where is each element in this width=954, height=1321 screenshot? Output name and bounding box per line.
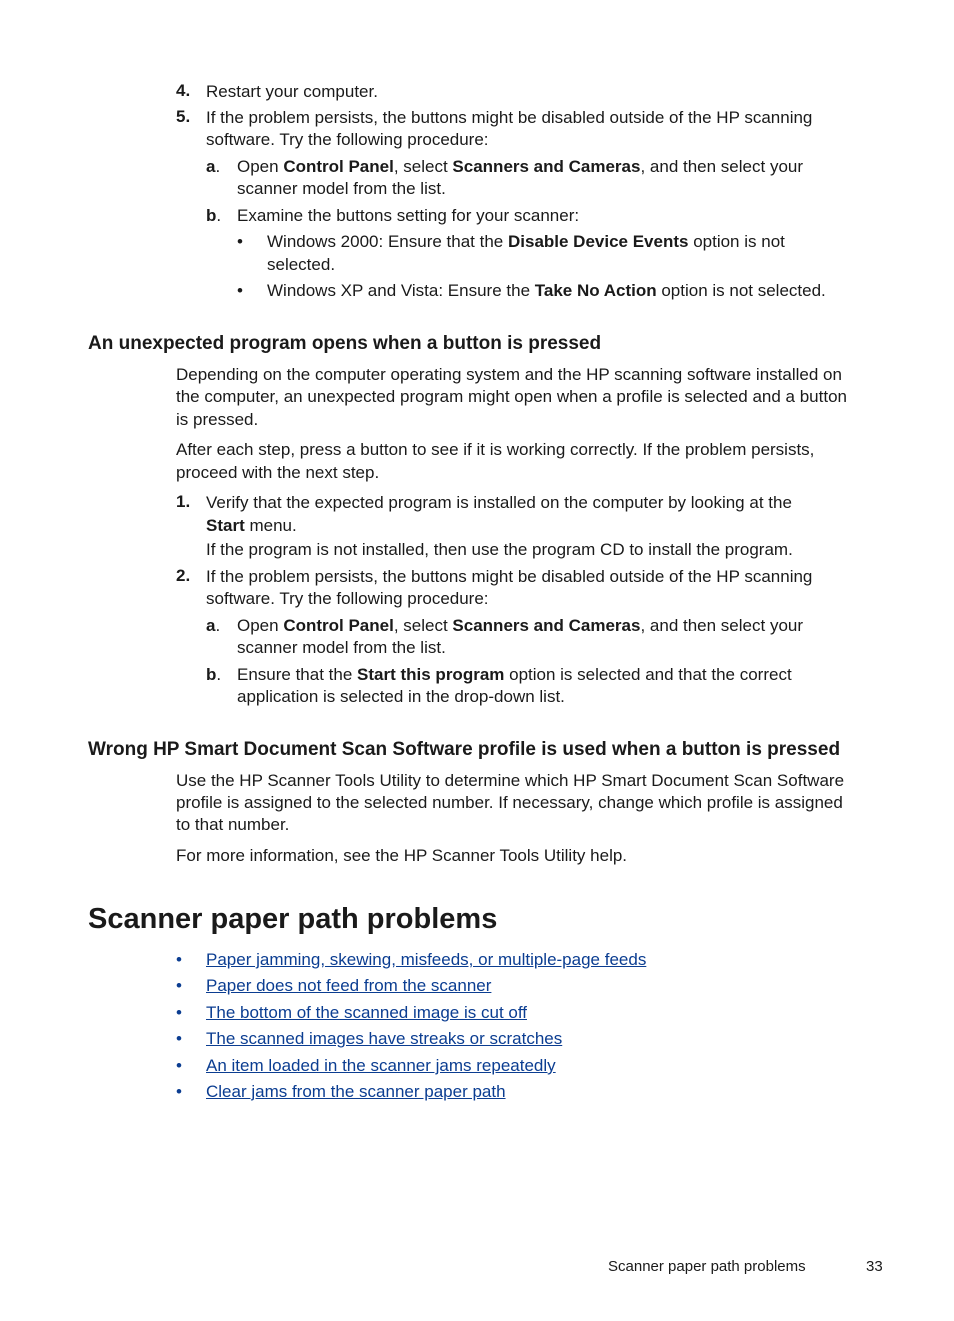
paragraph-line: Use the HP Scanner Tools Utility to determine which HP Smart Document Scan Software (176, 771, 845, 790)
bullet-text: Windows XP and Vista: Ensure the Take No Action option is not selected. (267, 281, 826, 300)
substep-text: application is selected in the drop-down list. (237, 687, 565, 706)
substep-text: Open Control Panel, select Scanners and Cameras, and then select your (237, 157, 804, 176)
paragraph-line: the computer, an unexpected program might open when a profile is selected and a button (176, 387, 847, 406)
bullet-icon: • (176, 976, 182, 995)
step-text: If the problem persists, the buttons might be disabled outside of the HP scanning (206, 567, 813, 586)
bullet-icon: • (237, 232, 243, 251)
topic-link[interactable]: The scanned images have streaks or scratches (206, 1029, 563, 1048)
bullet-icon: • (176, 1029, 182, 1048)
topic-link[interactable]: Paper jamming, skewing, misfeeds, or multiple-page feeds (206, 950, 647, 969)
paragraph-line: For more information, see the HP Scanner Tools Utility help. (176, 846, 628, 865)
step-text: Start menu. (206, 516, 297, 535)
substep-text: scanner model from the list. (237, 638, 446, 657)
substep-letter: b. (206, 665, 222, 684)
substep-text: Open Control Panel, select Scanners and Cameras, and then select your (237, 616, 804, 635)
step-text: Restart your computer. (206, 82, 378, 101)
topic-link[interactable]: Paper does not feed from the scanner (206, 976, 492, 995)
step-text: If the problem persists, the buttons might be disabled outside of the HP scanning (206, 108, 813, 127)
step-text: Verify that the expected program is installed on the computer by looking at the (206, 493, 792, 512)
paragraph-line: to that number. (176, 815, 290, 834)
topic-link[interactable]: An item loaded in the scanner jams repeatedly (206, 1056, 556, 1075)
paragraph-line: profile is assigned to the selected number. If necessary, change which profile is assigned (176, 793, 843, 812)
page-number: 33 (866, 1258, 883, 1275)
step-number: 5. (176, 107, 191, 126)
paragraph-line: After each step, press a button to see if it is working correctly. If the problem persists, (176, 440, 815, 459)
page-title: Scanner paper path problems (88, 903, 498, 935)
topic-link[interactable]: The bottom of the scanned image is cut off (206, 1003, 527, 1022)
footer-section-title: Scanner paper path problems (608, 1258, 806, 1275)
bullet-icon: • (176, 950, 182, 969)
bullet-icon: • (176, 1082, 182, 1101)
substep-text: Ensure that the Start this program option is selected and that the correct (237, 665, 792, 684)
step-number: 2. (176, 566, 191, 585)
step-text: If the program is not installed, then use the program CD to install the program. (206, 540, 793, 559)
substep-letter: b. (206, 206, 222, 225)
step-text: software. Try the following procedure: (206, 589, 489, 608)
step-number: 4. (176, 81, 191, 100)
bullet-icon: • (237, 281, 243, 300)
section-heading: An unexpected program opens when a button is pressed (88, 333, 602, 354)
substep-text: Examine the buttons setting for your scanner: (237, 206, 580, 225)
paragraph-line: proceed with the next step. (176, 463, 380, 482)
bullet-icon: • (176, 1056, 182, 1075)
substep-letter: a. (206, 157, 221, 176)
substep-letter: a. (206, 616, 221, 635)
step-text: software. Try the following procedure: (206, 130, 489, 149)
bullet-text: selected. (267, 255, 336, 274)
paragraph-line: is pressed. (176, 410, 259, 429)
paragraph-line: Depending on the computer operating system and the HP scanning software installed on (176, 365, 842, 384)
topic-link[interactable]: Clear jams from the scanner paper path (206, 1082, 506, 1101)
bullet-icon: • (176, 1003, 182, 1022)
section-heading: Wrong HP Smart Document Scan Software profile is used when a button is pressed (88, 739, 841, 760)
step-number: 1. (176, 492, 191, 511)
bullet-text: Windows 2000: Ensure that the Disable Device Events option is not (267, 232, 785, 251)
substep-text: scanner model from the list. (237, 179, 446, 198)
